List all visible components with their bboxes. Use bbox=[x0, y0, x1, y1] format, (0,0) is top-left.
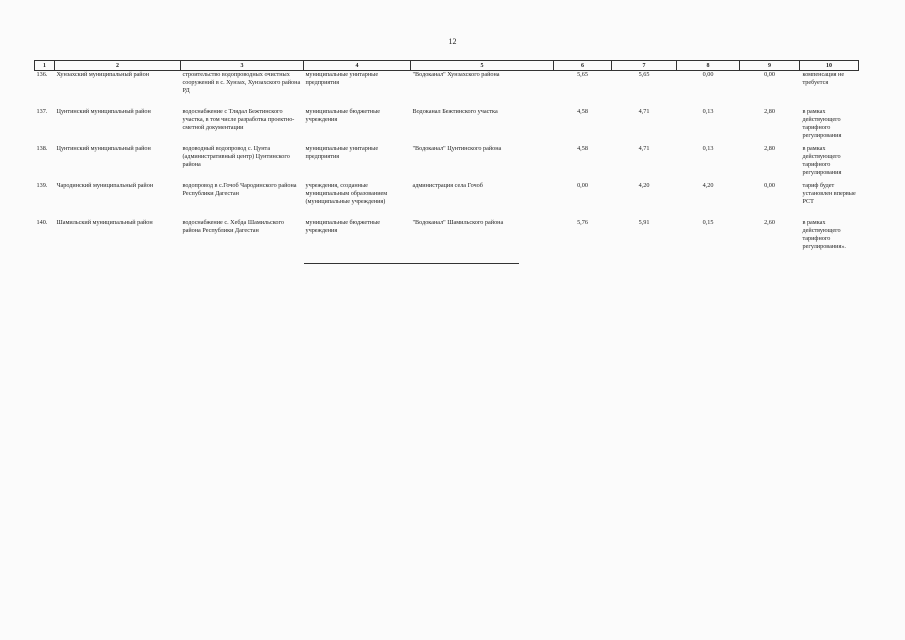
table-row bbox=[35, 219, 859, 256]
value-col6: 4,58 bbox=[577, 108, 588, 115]
district-cell: Цунтинский муниципальный район bbox=[56, 108, 151, 115]
table-row bbox=[35, 145, 859, 182]
value-col6: 5,65 bbox=[577, 71, 588, 78]
owner-type-cell: муниципальные бюджетные учреждения bbox=[305, 108, 381, 123]
value-col8: 0,13 bbox=[702, 108, 714, 115]
value-col9: 2,80 bbox=[764, 108, 775, 115]
row-number: 137. bbox=[36, 108, 48, 115]
object-cell: водопровод в с.Гочоб Чародинского района Республики Дагестан bbox=[182, 182, 297, 197]
note-cell: компенсация не требуется bbox=[802, 71, 845, 86]
note-cell: в рамках действующего тарифного регулирования». bbox=[802, 219, 846, 250]
col-header-10: 10 bbox=[800, 61, 859, 71]
col-header-6: 6 bbox=[554, 61, 612, 71]
row-number: 136. bbox=[36, 71, 48, 78]
col-header-7: 7 bbox=[612, 61, 677, 71]
value-col9: 0,00 bbox=[764, 182, 775, 189]
row-number: 138. bbox=[36, 145, 48, 152]
district-cell: Цунтинский муниципальный район bbox=[56, 145, 151, 152]
col-header-8: 8 bbox=[677, 61, 740, 71]
owner-type-cell: муниципальные бюджетные учреждения bbox=[305, 219, 381, 234]
page-number: 12 bbox=[448, 37, 457, 46]
owner-type-cell: муниципальные унитарные предприятия bbox=[305, 145, 379, 160]
value-col9: 2,60 bbox=[764, 219, 775, 226]
closing-rule bbox=[304, 263, 519, 264]
data-table bbox=[34, 60, 859, 256]
object-cell: строительство водопроводных очистных сооружений в с. Хунзах, Хунзахского района РД bbox=[182, 71, 301, 94]
value-col7: 5,91 bbox=[638, 219, 650, 226]
note-cell: тариф будет установлен впервые РСТ bbox=[802, 182, 856, 205]
organization-cell: администрация села Гочоб bbox=[412, 182, 483, 189]
value-col9: 0,00 bbox=[764, 71, 775, 78]
value-col9: 2,80 bbox=[764, 145, 775, 152]
col-header-1: 1 bbox=[35, 61, 55, 71]
value-col7: 4,71 bbox=[638, 108, 650, 115]
table-row bbox=[35, 182, 859, 219]
organization-cell: "Водоканал" Хунзахского района bbox=[412, 71, 500, 78]
object-cell: водоснабжение с Тлядал Бежтинского участка, в том числе разработка проектно-сметной документации bbox=[182, 108, 295, 131]
organization-cell: Водоканал Бежтинского участка bbox=[412, 108, 498, 115]
district-cell: Шамильский муниципальный район bbox=[56, 219, 153, 226]
value-col8: 0,13 bbox=[702, 145, 714, 152]
row-number: 139. bbox=[36, 182, 48, 189]
value-col7: 4,71 bbox=[638, 145, 650, 152]
district-cell: Хунзахский муниципальный район bbox=[56, 71, 150, 78]
value-col8: 0,00 bbox=[702, 71, 714, 78]
value-col7: 4,20 bbox=[638, 182, 650, 189]
value-col6: 5,76 bbox=[577, 219, 588, 226]
table-row bbox=[35, 108, 859, 145]
col-header-4: 4 bbox=[304, 61, 411, 71]
owner-type-cell: учреждения, созданные муниципальным образованием (муниципальные учреждения) bbox=[305, 182, 388, 205]
object-cell: водоснабжение с. Хебда Шамильского района Республики Дагестан bbox=[182, 219, 284, 234]
col-header-9: 9 bbox=[740, 61, 800, 71]
value-col7: 5,65 bbox=[638, 71, 650, 78]
note-cell: в рамках действующего тарифного регулирования bbox=[802, 145, 842, 176]
header-row bbox=[35, 61, 859, 71]
value-col8: 0,15 bbox=[702, 219, 714, 226]
value-col6: 0,00 bbox=[577, 182, 588, 189]
note-cell: в рамках действующего тарифного регулирования bbox=[802, 108, 842, 139]
organization-cell: "Водоканал" Шамильского района bbox=[412, 219, 504, 226]
row-number: 140. bbox=[36, 219, 48, 226]
col-header-5: 5 bbox=[411, 61, 554, 71]
owner-type-cell: муниципальные унитарные предприятия bbox=[305, 71, 379, 86]
object-cell: водоводный водопровод с. Цунта (административный центр) Цунтинского района bbox=[182, 145, 290, 168]
organization-cell: "Водоканал" Цунтинского района bbox=[412, 145, 502, 152]
table-row bbox=[35, 71, 859, 109]
district-cell: Чародинский муниципальный район bbox=[56, 182, 154, 189]
value-col6: 4,58 bbox=[577, 145, 588, 152]
value-col8: 4,20 bbox=[702, 182, 714, 189]
col-header-2: 2 bbox=[55, 61, 181, 71]
col-header-3: 3 bbox=[181, 61, 304, 71]
